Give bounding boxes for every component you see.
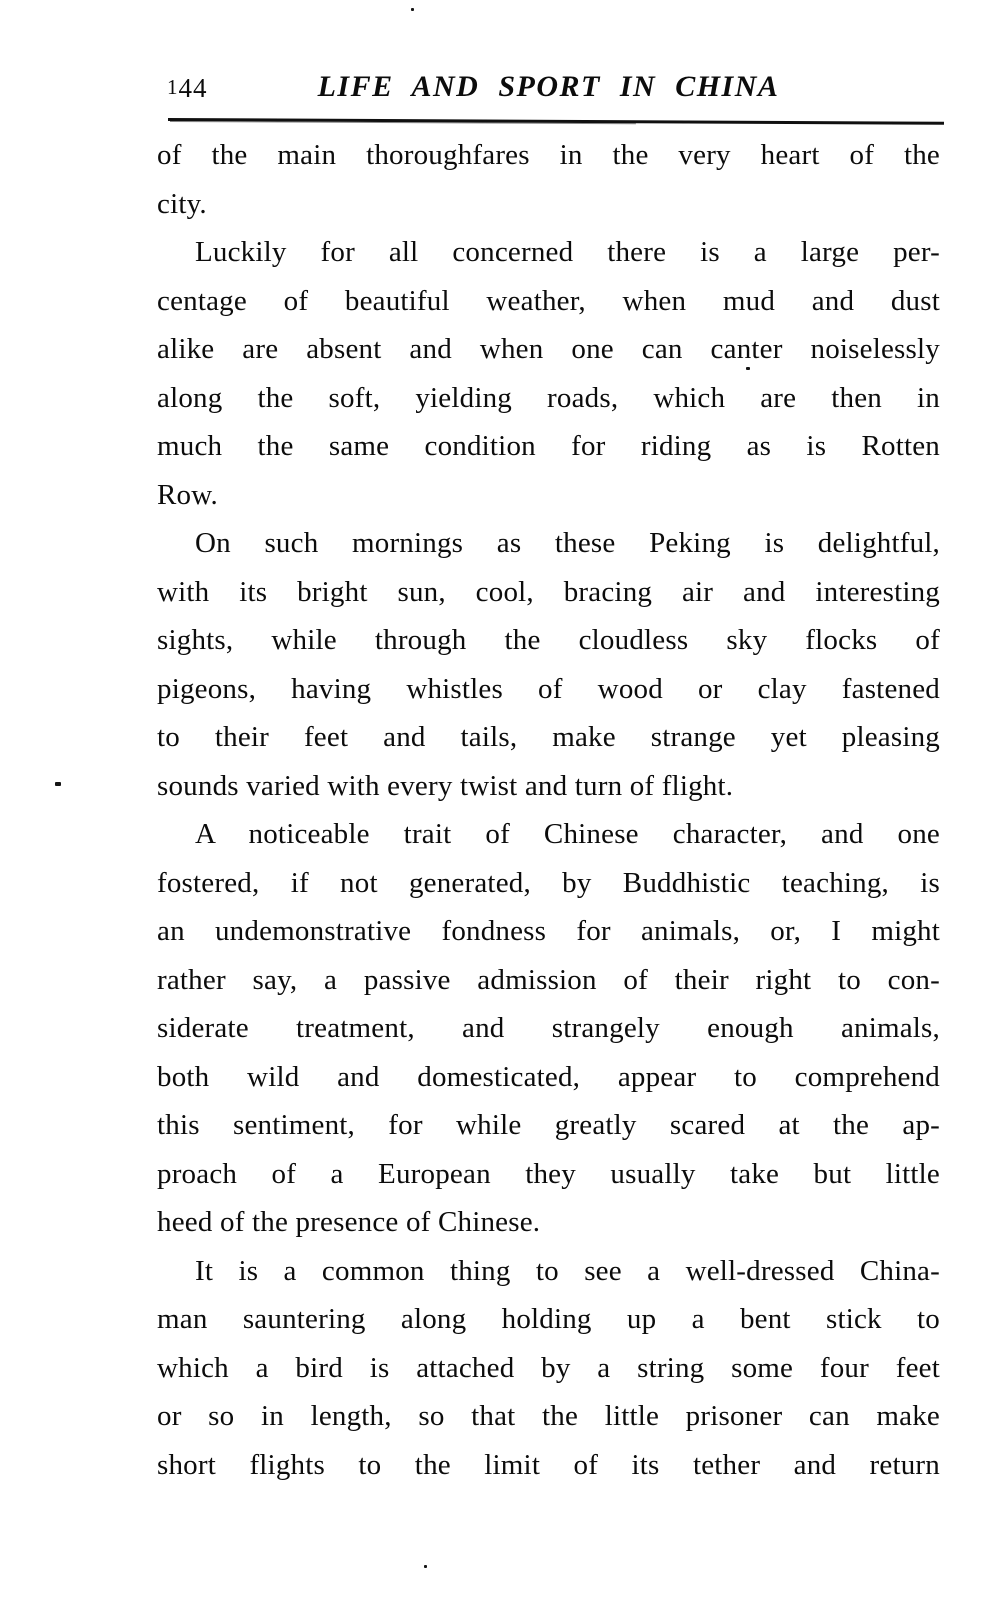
running-title: LIFE AND SPORT IN CHINA xyxy=(317,70,780,103)
header-rule xyxy=(168,118,944,125)
text-line: siderate treatment, and strangely enough animals, xyxy=(157,1012,940,1044)
text-line: along the soft, yielding roads, which are then in xyxy=(157,381,940,414)
page-header xyxy=(157,70,940,110)
text-line: proach of a European they usually take but little xyxy=(157,1157,940,1190)
text-line: to their feet and tails, make strange yet pleasing xyxy=(157,721,940,753)
text-line: city. xyxy=(157,187,207,220)
text-line: much the same condition for riding as is Rotten xyxy=(157,430,940,462)
text-line: short flights to the limit of its tether and return xyxy=(157,1448,940,1481)
page-number: 144 xyxy=(167,73,208,103)
text-line: which a bird is attached by a string some four feet xyxy=(157,1351,940,1384)
text-line: heed of the presence of Chinese. xyxy=(157,1206,541,1238)
page-body xyxy=(157,131,940,1489)
text-line: fostered, if not generated, by Buddhistic teaching, is xyxy=(157,866,940,899)
text-line: centage of beautiful weather, when mud and dust xyxy=(157,284,940,317)
text-line: A noticeable trait of Chinese character, and one xyxy=(195,818,940,850)
text-line: with its bright sun, cool, bracing air and interesting xyxy=(157,575,940,608)
text-line: of the main thoroughfares in the very heart of the xyxy=(157,139,940,171)
text-line: an undemonstrative fondness for animals, or, I might xyxy=(157,915,940,947)
text-line: It is a common thing to see a well-dressed China- xyxy=(195,1254,940,1287)
text-line: this sentiment, for while greatly scared at the ap- xyxy=(157,1109,940,1141)
scan-speck xyxy=(424,1565,427,1568)
text-line: Luckily for all concerned there is a large per- xyxy=(195,236,940,268)
text-line: pigeons, having whistles of wood or clay fastened xyxy=(157,672,940,705)
text-line: Row. xyxy=(157,478,218,511)
text-line: sights, while through the cloudless sky flocks of xyxy=(157,624,940,656)
text-line: sounds varied with every twist and turn of flight. xyxy=(157,769,734,802)
text-line: alike are absent and when one can canter noiselessly xyxy=(157,333,940,365)
scan-speck xyxy=(411,8,414,11)
text-line: rather say, a passive admission of their right to con- xyxy=(157,963,940,996)
text-line: On such mornings as these Peking is delightful, xyxy=(195,527,940,559)
text-line: or so in length, so that the little prisoner can make xyxy=(157,1400,940,1432)
text-line: man sauntering along holding up a bent stick to xyxy=(157,1303,940,1335)
scan-speck xyxy=(55,782,61,786)
text-line: both wild and domesticated, appear to comprehend xyxy=(157,1060,940,1093)
